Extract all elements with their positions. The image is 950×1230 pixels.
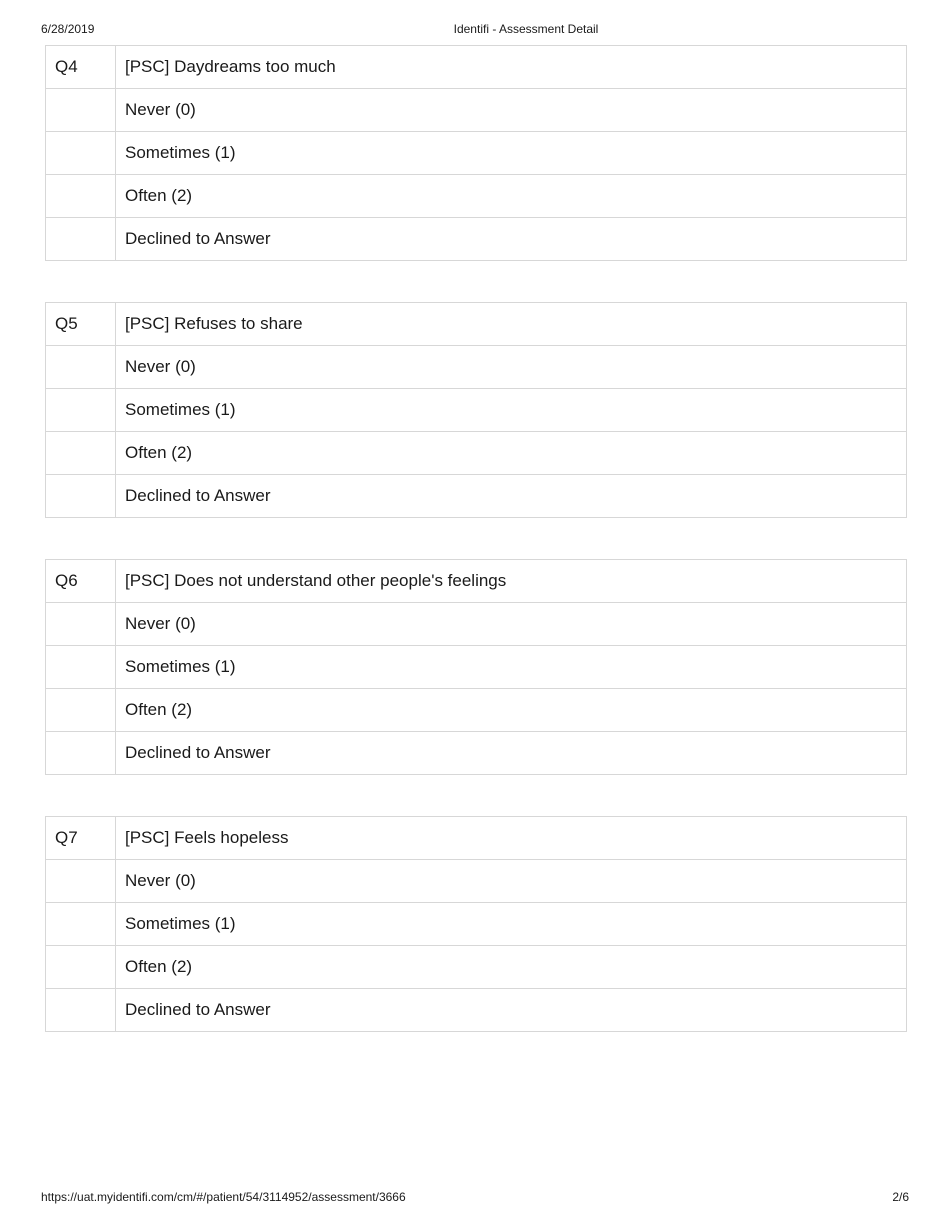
answer-option-row — [46, 432, 907, 475]
answer-option-row — [46, 946, 907, 989]
page-url: https://uat.myidentifi.com/cm/#/patient/54/3114952/assessment/3666 — [41, 1190, 406, 1204]
answer-option-row — [46, 732, 907, 775]
question-text: [PSC] Refuses to share — [116, 303, 907, 346]
answer-marker-cell — [46, 689, 116, 732]
answer-option: Declined to Answer — [116, 732, 907, 775]
question-text: [PSC] Daydreams too much — [116, 46, 907, 89]
question-row — [46, 817, 907, 860]
question-text: [PSC] Does not understand other people's feelings — [116, 560, 907, 603]
answer-option: Never (0) — [116, 89, 907, 132]
answer-option: Often (2) — [116, 432, 907, 475]
question-number: Q6 — [46, 560, 116, 603]
answer-option-row — [46, 860, 907, 903]
answer-marker-cell — [46, 175, 116, 218]
answer-option: Declined to Answer — [116, 218, 907, 261]
question-row — [46, 560, 907, 603]
answer-option-row — [46, 646, 907, 689]
answer-option-row — [46, 132, 907, 175]
answer-option: Never (0) — [116, 346, 907, 389]
answer-option-row — [46, 989, 907, 1032]
answer-option-row — [46, 175, 907, 218]
answer-option-row — [46, 475, 907, 518]
page-number: 2/6 — [892, 1190, 909, 1204]
answer-option: Declined to Answer — [116, 989, 907, 1032]
answer-option: Often (2) — [116, 689, 907, 732]
answer-option: Sometimes (1) — [116, 132, 907, 175]
answer-marker-cell — [46, 475, 116, 518]
answer-option-row — [46, 218, 907, 261]
print-date: 6/28/2019 — [41, 22, 95, 36]
answer-marker-cell — [46, 218, 116, 261]
answer-option: Sometimes (1) — [116, 646, 907, 689]
answer-marker-cell — [46, 732, 116, 775]
answer-marker-cell — [46, 132, 116, 175]
question-number: Q5 — [46, 303, 116, 346]
answer-marker-cell — [46, 603, 116, 646]
question-number: Q7 — [46, 817, 116, 860]
answer-marker-cell — [46, 89, 116, 132]
answer-option-row — [46, 89, 907, 132]
answer-marker-cell — [46, 646, 116, 689]
answer-option-row — [46, 389, 907, 432]
answer-option-row — [46, 903, 907, 946]
answer-marker-cell — [46, 389, 116, 432]
question-text: [PSC] Feels hopeless — [116, 817, 907, 860]
answer-option: Sometimes (1) — [116, 903, 907, 946]
answer-marker-cell — [46, 903, 116, 946]
answer-option: Sometimes (1) — [116, 389, 907, 432]
question-table-q4 — [45, 45, 907, 261]
page-title: Identifi - Assessment Detail — [453, 22, 599, 36]
answer-marker-cell — [46, 432, 116, 475]
answer-option: Often (2) — [116, 175, 907, 218]
answer-option: Declined to Answer — [116, 475, 907, 518]
answer-option: Never (0) — [116, 603, 907, 646]
question-row — [46, 303, 907, 346]
question-row — [46, 46, 907, 89]
answer-option: Often (2) — [116, 946, 907, 989]
question-table-q6 — [45, 559, 907, 775]
answer-option-row — [46, 689, 907, 732]
answer-marker-cell — [46, 860, 116, 903]
question-number: Q4 — [46, 46, 116, 89]
answer-marker-cell — [46, 346, 116, 389]
answer-option: Never (0) — [116, 860, 907, 903]
answer-option-row — [46, 346, 907, 389]
question-table-q5 — [45, 302, 907, 518]
answer-option-row — [46, 603, 907, 646]
answer-marker-cell — [46, 946, 116, 989]
question-table-q7 — [45, 816, 907, 1032]
answer-marker-cell — [46, 989, 116, 1032]
